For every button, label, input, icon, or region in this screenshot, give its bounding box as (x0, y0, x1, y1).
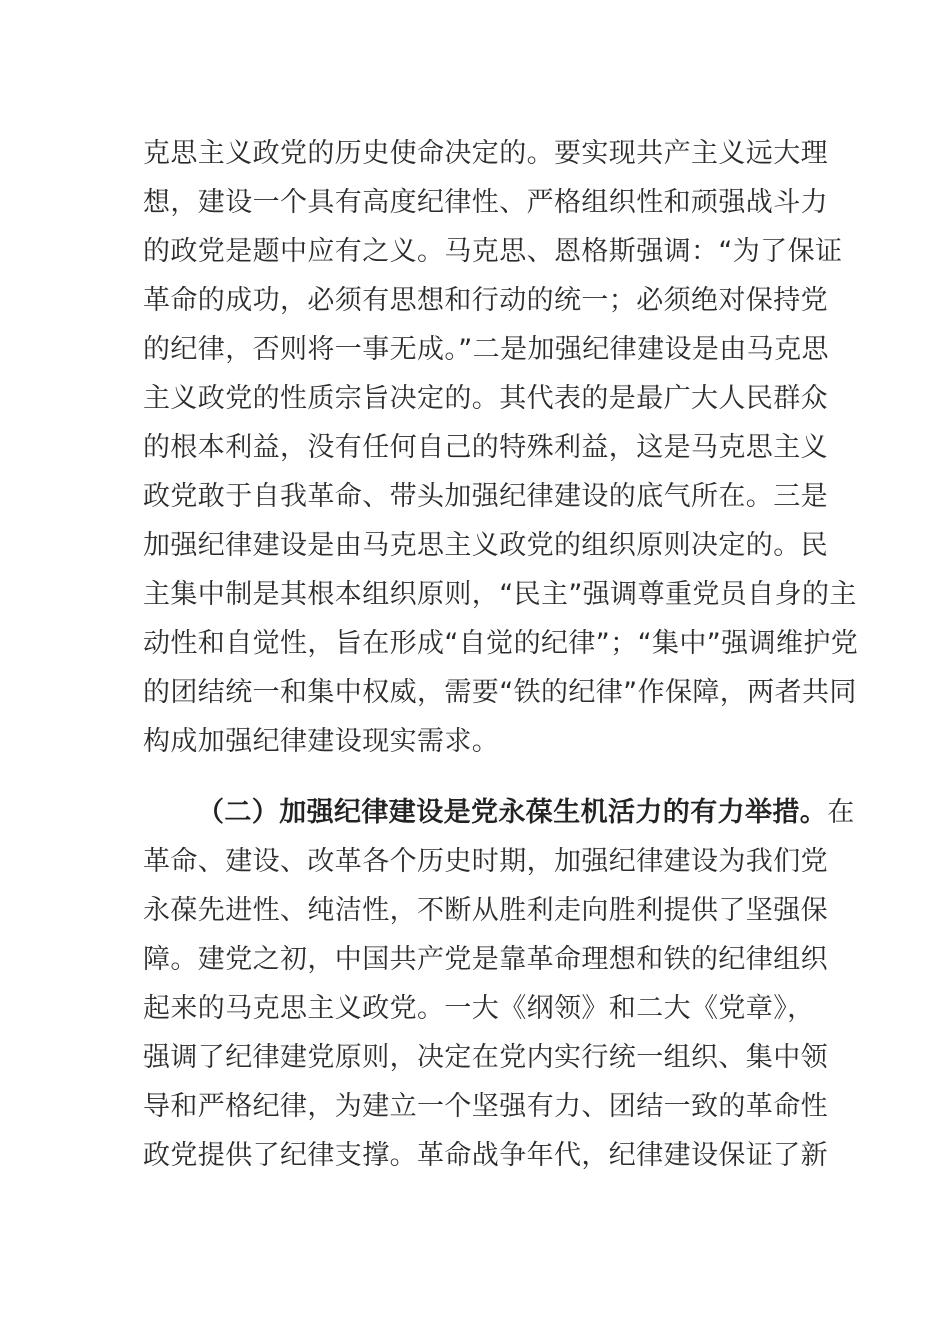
paragraph-2-line: 起来的马克思主义政党。一大《纲领》和二大《党章》， (143, 993, 815, 1024)
paragraph-1-line: 政党敢于自我革命、带头加强纪律建设的底气所在。三是 (143, 481, 828, 512)
paragraph-1-line: 想，建设一个具有高度纪律性、严格组织性和顽强战斗力 (143, 187, 828, 218)
paragraph-2-line: 革命、建设、改革各个历史时期，加强纪律建设为我们党 (143, 846, 828, 877)
paragraph-1-line: 克思主义政党的历史使命决定的。要实现共产主义远大理 (143, 138, 828, 169)
paragraph-1-line: 革命的成功，必须有思想和行动的统一；必须绝对保持党 (143, 285, 828, 316)
paragraph-1 (143, 129, 859, 766)
paragraph-2 (143, 788, 855, 1180)
paragraph-2-line: 政党提供了纪律支撑。革命战争年代，纪律建设保证了新 (143, 1140, 828, 1171)
paragraph-1-line: 构成加强纪律建设现实需求。 (143, 726, 500, 757)
paragraph-2-first-line (143, 788, 855, 837)
paragraph-1-line: 动性和自觉性，旨在形成“自觉的纪律”；“集中”强调维护党 (143, 628, 859, 659)
paragraph-1-line: 加强纪律建设是由马克思主义政党的组织原则决定的。民 (143, 530, 828, 561)
paragraph-2-line: 强调了纪律建党原则，决定在党内实行统一组织、集中领 (143, 1042, 828, 1073)
paragraph-1-line: 主义政党的性质宗旨决定的。其代表的是最广大人民群众 (143, 383, 828, 414)
paragraph-1-line: 的团结统一和集中权威，需要“铁的纪律”作保障，两者共同 (143, 677, 857, 708)
paragraph-2-line: 永葆先进性、纯洁性，不断从胜利走向胜利提供了坚强保 (143, 895, 828, 926)
paragraph-1-line: 的根本利益，没有任何自己的特殊利益，这是马克思主义 (143, 432, 828, 463)
section-heading: （二）加强纪律建设是党永葆生机活力的有力举措。 (197, 797, 828, 828)
paragraph-1-line: 主集中制是其根本组织原则，“民主”强调尊重党员自身的主 (143, 579, 857, 610)
paragraph-2-line: 导和严格纪律，为建立一个坚强有力、团结一致的革命性 (143, 1091, 828, 1122)
paragraph-2-first-line-text: 在 (827, 797, 855, 828)
paragraph-1-line: 的政党是题中应有之义。马克思、恩格斯强调：“为了保证 (143, 236, 843, 267)
paragraph-2-line: 障。建党之初，中国共产党是靠革命理想和铁的纪律组织 (143, 944, 828, 975)
paragraph-1-line: 的纪律，否则将一事无成。”二是加强纪律建设是由马克思 (143, 334, 829, 365)
